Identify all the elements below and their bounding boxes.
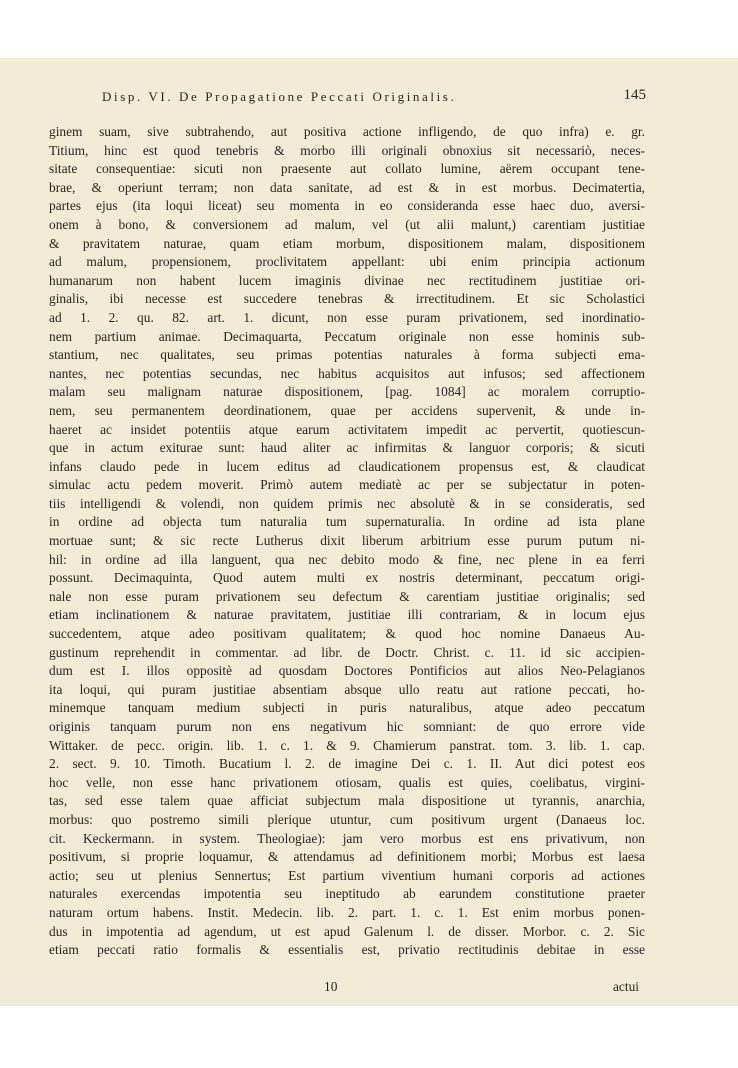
signature-mark: 10 bbox=[324, 979, 338, 995]
text-line: brae, & operiunt terram; non data sanitate, ad est & in est morbus. Decimatertia, bbox=[49, 179, 645, 195]
running-head bbox=[102, 89, 646, 109]
text-line: hoc velle, non esse hanc privationem otiosam, qualis est quies, coelibatus, virgini- bbox=[49, 774, 645, 790]
text-line: etiam inclinationem & naturae pravitatem, justitiae illi contrariam, & in locum ejus bbox=[49, 607, 645, 623]
book-page bbox=[0, 58, 738, 1006]
text-line: dum est I. illos oppositè ad quosdam Doctores Pontificios aut alios Neo-Pelagianos bbox=[49, 663, 645, 679]
text-line: nem, seu permanentem deordinationem, quae per accidens supervenit, & unde in- bbox=[49, 402, 645, 418]
text-line: Titium, hinc est quod tenebris & morbo illi originali obnoxius sit necessariò, neces- bbox=[49, 142, 645, 158]
text-line: Wittaker. de pecc. origin. lib. 1. c. 1. & 9. Chamierum panstrat. tom. 3. lib. 1. cap. bbox=[49, 737, 645, 753]
text-line: onem à bono, & conversionem ad malum, vel (ut alii malunt,) carentiam justitiae bbox=[49, 216, 645, 232]
text-line: nale non esse puram privationem seu defectum & carentiam justitiae originalis; sed bbox=[49, 588, 645, 604]
text-line: sitate consequentiae: sicuti non praesente aut collato lumine, aërem occupant tene- bbox=[49, 161, 645, 177]
body-text bbox=[49, 123, 645, 997]
text-line: ad malum, propensionem, proclivitatem appellant: ubi enim principia actionum bbox=[49, 254, 645, 270]
text-line: 2. sect. 9. 10. Timoth. Bucatium l. 2. de imagine Dei c. 1. II. Aut dici potest eos bbox=[49, 756, 645, 772]
text-line: & pravitatem naturae, quam etiam morbum, dispositionem malam, dispositionem bbox=[49, 235, 645, 251]
text-line: ita loqui, qui puram justitiae absentiam absque ullo reatu aut ratione peccati, ho- bbox=[49, 681, 645, 697]
text-line: ginem suam, sive subtrahendo, aut positiva actione infligendo, de quo infra) e. gr. bbox=[49, 124, 645, 139]
text-line: ad 1. 2. qu. 82. art. 1. dicunt, non esse puram privationem, sed inordinatio- bbox=[49, 309, 645, 325]
text-line: humanarum non habent lucem imaginis divinae nec rectitudinem justitiae ori- bbox=[49, 272, 645, 288]
text-line: etiam peccati ratio formalis & essentialis est, privatio rectitudinis debitae in esse bbox=[49, 942, 645, 958]
text-line: stantium, nec qualitates, seu primas potentias naturales à forma subjecti ema- bbox=[49, 347, 645, 363]
text-line: originis tanquam purum non ens negativum hic somniant: de quo errore vide bbox=[49, 719, 645, 734]
text-line: haeret ac insidet potentiis atque earum activitatem impedit ac pervertit, quotiescun- bbox=[49, 421, 645, 437]
text-line: hil: in ordine ad illa languent, qua nec debito modo & fine, nec plene in ea ferri bbox=[49, 551, 645, 567]
footer-line bbox=[49, 978, 645, 997]
text-line: naturam ortum habens. Instit. Medecin. lib. 2. part. 1. c. 1. Est enim morbus ponen- bbox=[49, 904, 645, 920]
text-line: actio; seu ut plenius Sennertus; Est partium viventium humani corporis ad actiones bbox=[49, 867, 645, 883]
text-line: mortuae sunt; & sic recte Lutherus dixit liberum arbitrium esse purum putum ni- bbox=[49, 533, 645, 549]
text-line: gustinum reprehendit in commentar. ad libr. de Doctr. Christ. c. 11. id sic accipien- bbox=[49, 644, 645, 660]
text-line: tiis intelligendi & volendi, non quidem primis nec absolutè & in se consideratis, sed bbox=[49, 495, 645, 511]
text-line: tas, sed esse talem quae afficiat subjectum mala dispositione ut tyrannis, anarchia, bbox=[49, 793, 645, 809]
text-line: in ordine ad objecta tum naturalia tum supernaturalia. In ordine ad ista plane bbox=[49, 514, 645, 530]
text-line: possunt. Decimaquinta, Quod autem multi ex nostris determinant, peccatum origi- bbox=[49, 570, 645, 586]
text-line: succedentem, atque adeo positivam qualitatem; & quod hoc nomine Danaeus Au- bbox=[49, 626, 645, 642]
text-line: minemque tanquam medium subjecti in puris naturalibus, atque adeo peccatum bbox=[49, 700, 645, 716]
text-line: simulac actu pedem moverit. Primò autem mediatè ac per se subjectatur in poten- bbox=[49, 477, 645, 493]
running-title: Disp. VI. De Propagatione Peccati Originalis. bbox=[102, 89, 457, 104]
text-line: malam seu malignam naturae dispositionem, [pag. 1084] ac moralem corruptio- bbox=[49, 384, 645, 400]
text-line: ginalis, ibi necesse est succedere tenebras & irrectitudinem. Et sic Scholastici bbox=[49, 291, 645, 307]
text-line: dus in impotentia ad agendum, ut est apud Galenum l. de disser. Morbor. c. 2. Sic bbox=[49, 923, 645, 939]
text-line: nantes, nec potentias secundas, nec habitus acquisitos aut infusos; sed affectionem bbox=[49, 365, 645, 381]
catchword: actui bbox=[612, 979, 639, 995]
text-line bbox=[49, 960, 645, 979]
text-line: partes ejus (ita loqui liceat) seu momenta in eo consideranda esse haec duo, aversi- bbox=[49, 198, 645, 214]
text-line: nem partium animae. Decimaquarta, Peccatum originale non esse hominis sub- bbox=[49, 328, 645, 344]
text-line: que in actum exiturae sunt: haud aliter ac infirmitas & languor corporis; & sicuti bbox=[49, 440, 645, 456]
text-line: naturales exercendas impotentia seu ineptitudo ab earundem constitutione praeter bbox=[49, 886, 645, 902]
text-line: positivum, si proprie loquamur, & attendamus ad definitionem morbi; Morbus est laesa bbox=[49, 849, 645, 865]
text-line: cit. Keckermann. in system. Theologiae): jam vero morbus est ens privativum, non bbox=[49, 830, 645, 846]
text-line: infans claudo pede in lucem editus ad claudicationem propensus est, & claudicat bbox=[49, 458, 645, 474]
page-number: 145 bbox=[623, 87, 646, 103]
text-line: morbus: quo postremo simili plerique utuntur, cum positivum urgent (Danaeus loc. bbox=[49, 811, 645, 827]
